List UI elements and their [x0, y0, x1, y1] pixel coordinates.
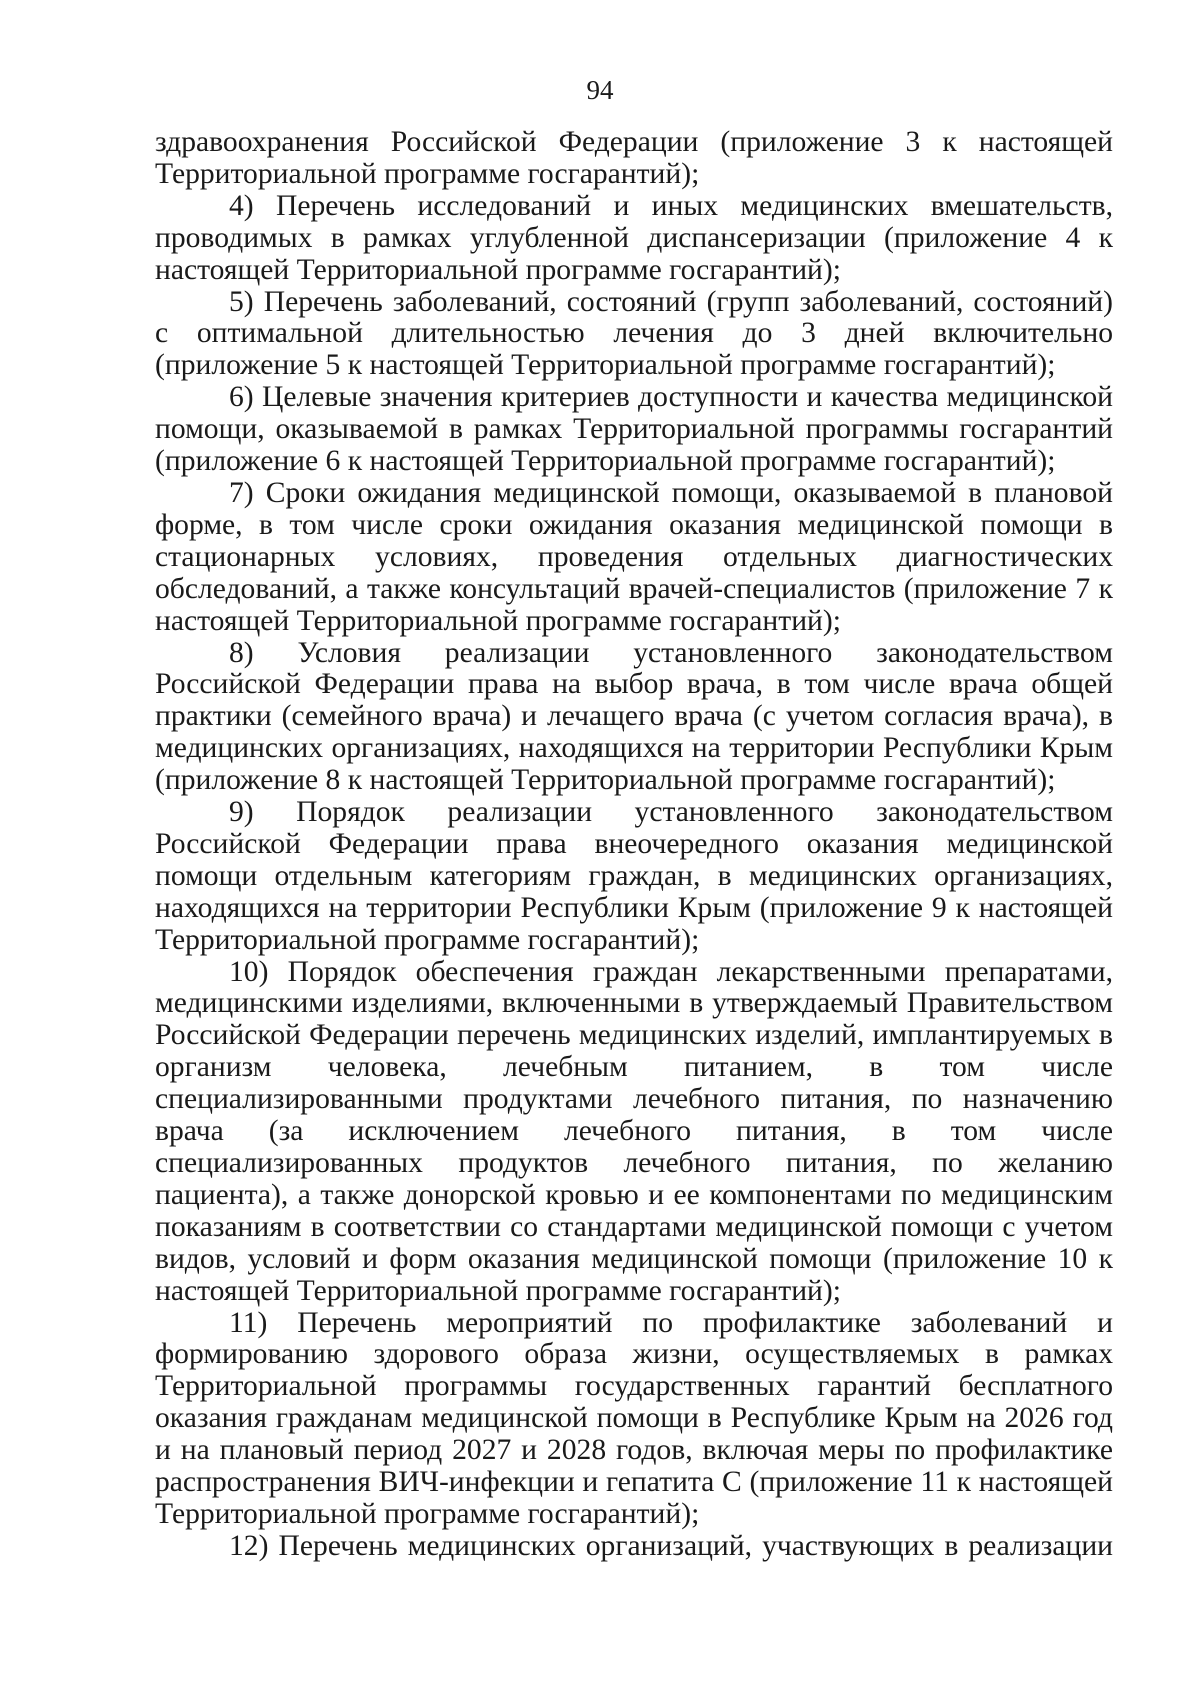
paragraph-continuation: здравоохранения Российской Федерации (приложение 3 к настоящей Территориальной программе госгарантий); — [155, 126, 1113, 190]
list-item-11: 11) Перечень мероприятий по профилактике заболеваний и формированию здорового образа жизни, осуществляемых в рамках Территориальной программы государственных гарантий бесплатного оказания гражданам медицинской помощи в Республике Крым на 2026 год и на плановый период 2027 и 2028 годов, включая меры по профилактике распространения ВИЧ-инфекции и гепатита С (приложение 11 к настоящей Территориальной программе госгарантий); — [155, 1306, 1113, 1530]
list-item-4: 4) Перечень исследований и иных медицинских вмешательств, проводимых в рамках углубленной диспансеризации (приложение 4 к настоящей Территориальной программе госгарантий); — [155, 189, 1113, 286]
list-item-6: 6) Целевые значения критериев доступности и качества медицинской помощи, оказываемой в рамках Территориальной программы госгарантий (приложение 6 к настоящей Территориальной программе госгарантий); — [155, 381, 1113, 478]
list-item-5: 5) Перечень заболеваний, состояний (групп заболеваний, состояний) с оптимальной длительностью лечения до 3 дней включительно (приложение 5 к настоящей Территориальной программе госгарантий); — [155, 285, 1113, 382]
document-body — [155, 127, 1113, 1563]
list-item-8: 8) Условия реализации установленного законодательством Российской Федерации права на выбор врача, в том числе врача общей практики (семейного врача) и лечащего врача (с учетом согласия врача), в медицинских организациях, находящихся на территории Республики Крым (приложение 8 к настоящей Территориальной программе госгарантий); — [155, 636, 1113, 797]
list-item-10: 10) Порядок обеспечения граждан лекарственными препаратами, медицинскими изделиями, включенными в утверждаемый Правительством Российской Федерации перечень медицинских изделий, имплантируемых в организм человека, лечебным питанием, в том числе специализированными продуктами лечебного питания, по назначению врача (за исключением лечебного питания, в том числе специализированных продуктов лечебного питания, по желанию пациента), а также донорской кровью и ее компонентами по медицинским показаниям в соответствии со стандартами медицинской помощи с учетом видов, условий и форм оказания медицинской помощи (приложение 10 к настоящей Территориальной программе госгарантий); — [155, 955, 1113, 1307]
list-item-12: 12) Перечень медицинских организаций, участвующих в реализации — [229, 1529, 1113, 1562]
list-item-9: 9) Порядок реализации установленного законодательством Российской Федерации права внеочередного оказания медицинской помощи отдельным категориям граждан, в медицинских организациях, находящихся на территории Республики Крым (приложение 9 к настоящей Территориальной программе госгарантий); — [155, 796, 1113, 956]
page-number: 94 — [586, 75, 614, 105]
list-item-7: 7) Сроки ожидания медицинской помощи, оказываемой в плановой форме, в том числе сроки ожидания оказания медицинской помощи в стационарных условиях, проведения отдельных диагностических обследований, а также консультаций врачей-специалистов (приложение 7 к настоящей Территориальной программе госгарантий); — [155, 476, 1113, 637]
